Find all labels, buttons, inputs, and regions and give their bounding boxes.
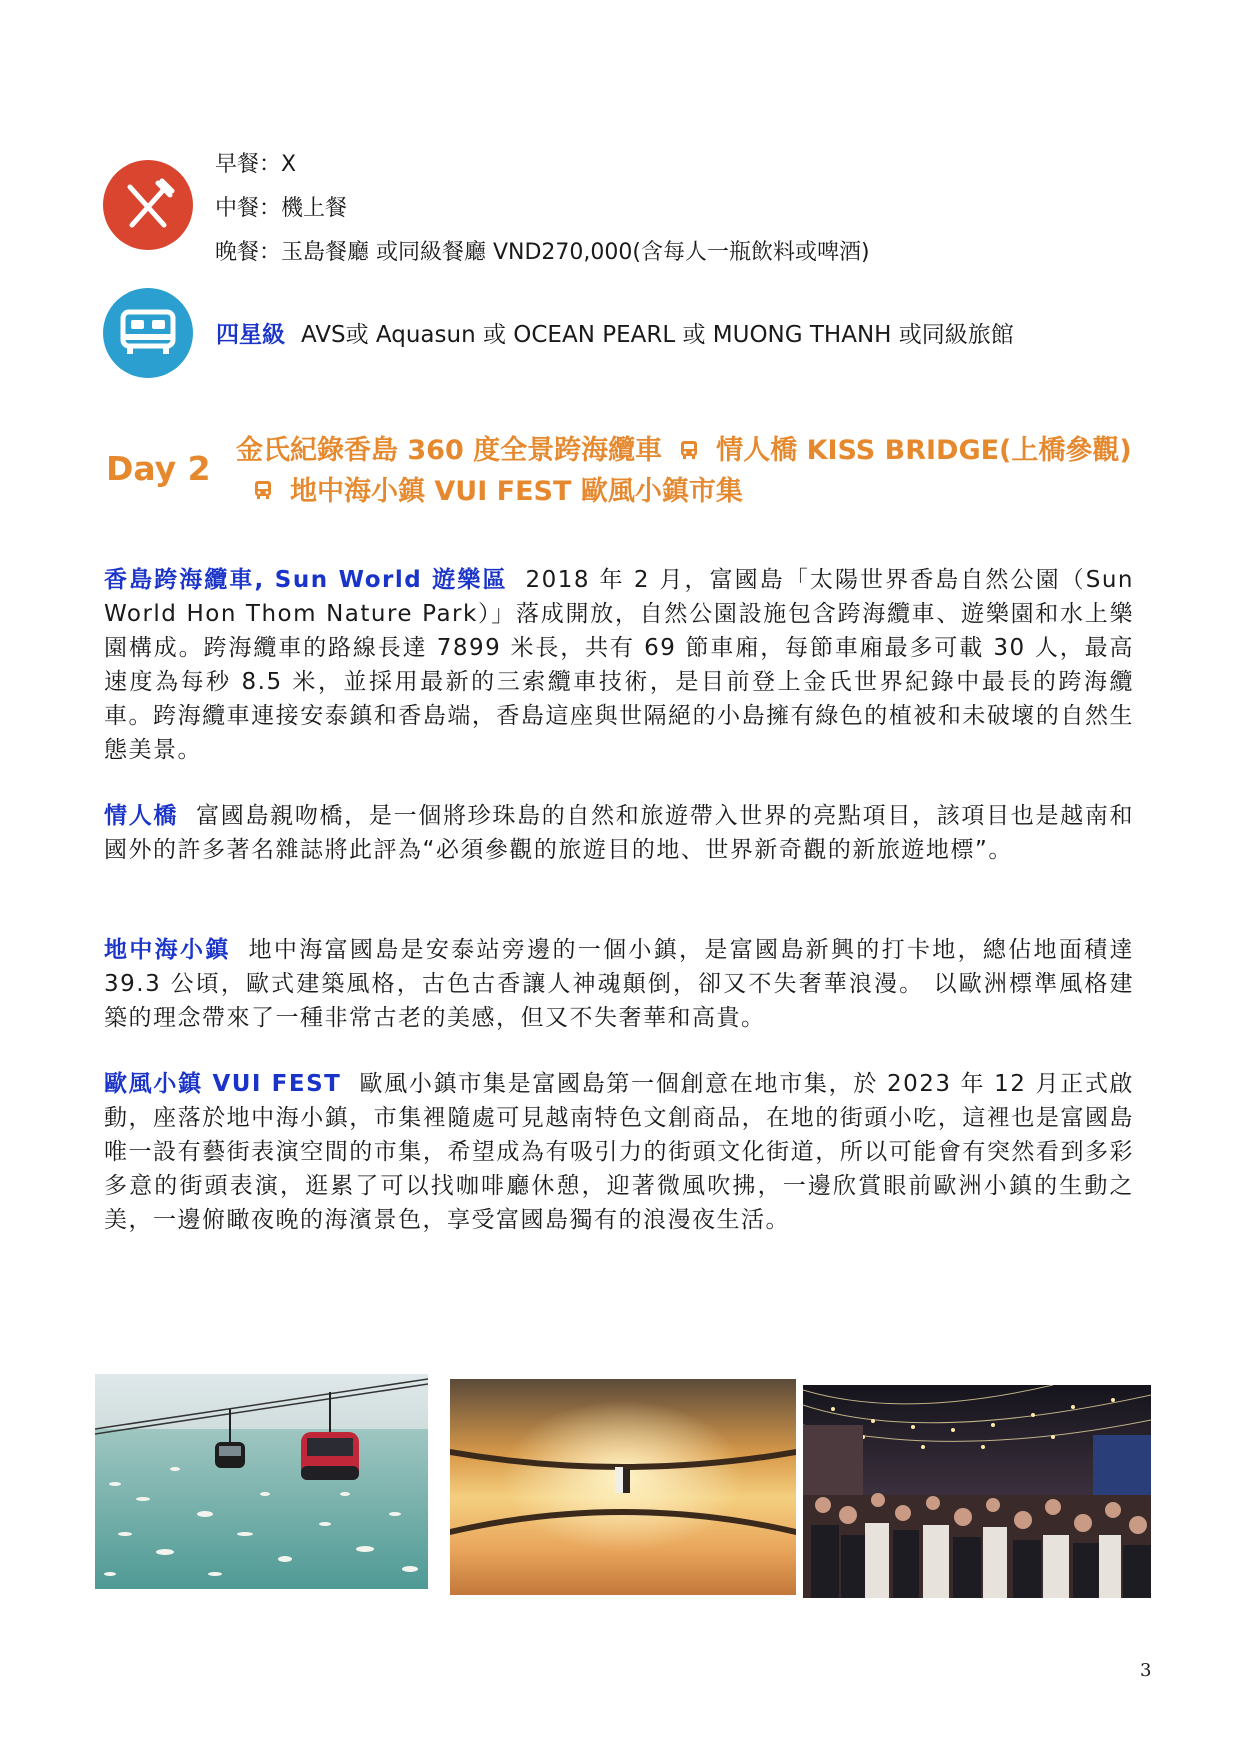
meal-breakfast: 早餐：X bbox=[215, 152, 297, 177]
paragraph-mediterranean-town bbox=[104, 933, 1134, 1035]
meal-list bbox=[215, 143, 870, 275]
paragraph-heading: 地中海小鎮 bbox=[104, 937, 231, 963]
paragraph-heading: 香島跨海纜車, Sun World 遊樂區 bbox=[104, 567, 508, 593]
cable-car-photo bbox=[95, 1374, 428, 1589]
kiss-bridge-photo bbox=[450, 1379, 796, 1595]
paragraph-text: 2018 年 2 月，富國島「太陽世界香島自然公園（Sun World Hon Thom Nature Park）」落成開放，自然公園設施包含跨海纜車、遊樂園和水上樂園構成。跨海纜車的路線長達 7899 米長，共有 69 節車廂，每節車廂最多可載 30 人，最高速度為每秒 8.5 米，並採用最新的三索纜車技術，是目前登上金氏世界紀錄中最長的跨海纜車。跨海纜車連接安泰鎮和香島端，香島這座與世隔絕的小島擁有綠色的植被和未破壞的自然生態美景。 bbox=[104, 567, 1134, 763]
bus-icon bbox=[680, 432, 698, 472]
bus-icon bbox=[254, 472, 272, 512]
paragraph-text: 富國島親吻橋，是一個將珍珠島的自然和旅遊帶入世界的亮點項目，該項目也是越南和國外的許多著名雜誌將此評為“必須參觀的旅遊目的地、世界新奇觀的新旅遊地標”。 bbox=[104, 803, 1134, 863]
day-label: Day 2 bbox=[106, 449, 211, 488]
paragraph-cable-car bbox=[104, 563, 1134, 767]
day-title-part2: 情人橋 KISS BRIDGE(上橋參觀) bbox=[716, 435, 1132, 466]
day-title-part3: 地中海小鎮 VUI FEST 歐風小鎮市集 bbox=[290, 475, 743, 507]
paragraph-text: 歐風小鎮市集是富國島第一個創意在地市集，於 2023 年 12 月正式啟動，座落於地中海小鎮，市集裡隨處可見越南特色文創商品，在地的街頭小吃，這裡也是富國島唯一設有藝街表演空間的市集，希望成為有吸引力的街頭文化街道，所以可能會有突然看到多彩多意的街頭表演，逛累了可以找咖啡廳休憩，迎著微風吹拂，一邊欣賞眼前歐洲小鎮的生動之美，一邊俯瞰夜晚的海濱景色，享受富國島獨有的浪漫夜生活。 bbox=[104, 1071, 1135, 1233]
hotel-names: AVS或 Aquasun 或 OCEAN PEARL 或 MUONG THANH 或同級旅館 bbox=[301, 322, 1014, 348]
paragraph-heading: 歐風小鎮 VUI FEST bbox=[104, 1071, 342, 1097]
night-market-photo bbox=[803, 1385, 1151, 1598]
hotel-level: 四星級 bbox=[216, 322, 285, 348]
day-title-part1: 金氏紀錄香島 360 度全景跨海纜車 bbox=[236, 435, 663, 466]
paragraph-heading: 情人橋 bbox=[104, 803, 179, 829]
paragraph-kiss-bridge bbox=[104, 799, 1134, 867]
page-number: 3 bbox=[1140, 1660, 1152, 1681]
meal-dinner: 晚餐：玉島餐廳 或同級餐廳 VND270,000(含每人一瓶飲料或啤酒) bbox=[215, 240, 870, 265]
meal-lunch: 中餐：機上餐 bbox=[215, 196, 348, 221]
hotel-info bbox=[216, 316, 1014, 349]
bed-icon bbox=[103, 288, 193, 378]
day-title bbox=[236, 431, 1136, 512]
paragraph-vui-fest bbox=[104, 1067, 1134, 1237]
paragraph-text: 地中海富國島是安泰站旁邊的一個小鎮，是富國島新興的打卡地，總佔地面積達 39.3 公頃，歐式建築風格，古色古香讓人神魂顛倒，卻又不失奢華浪漫。 以歐洲標準風格建築的理念帶來了一種非常古老的美感，但又不失奢華和高貴。 bbox=[104, 937, 1135, 1031]
utensils-icon bbox=[103, 160, 193, 250]
